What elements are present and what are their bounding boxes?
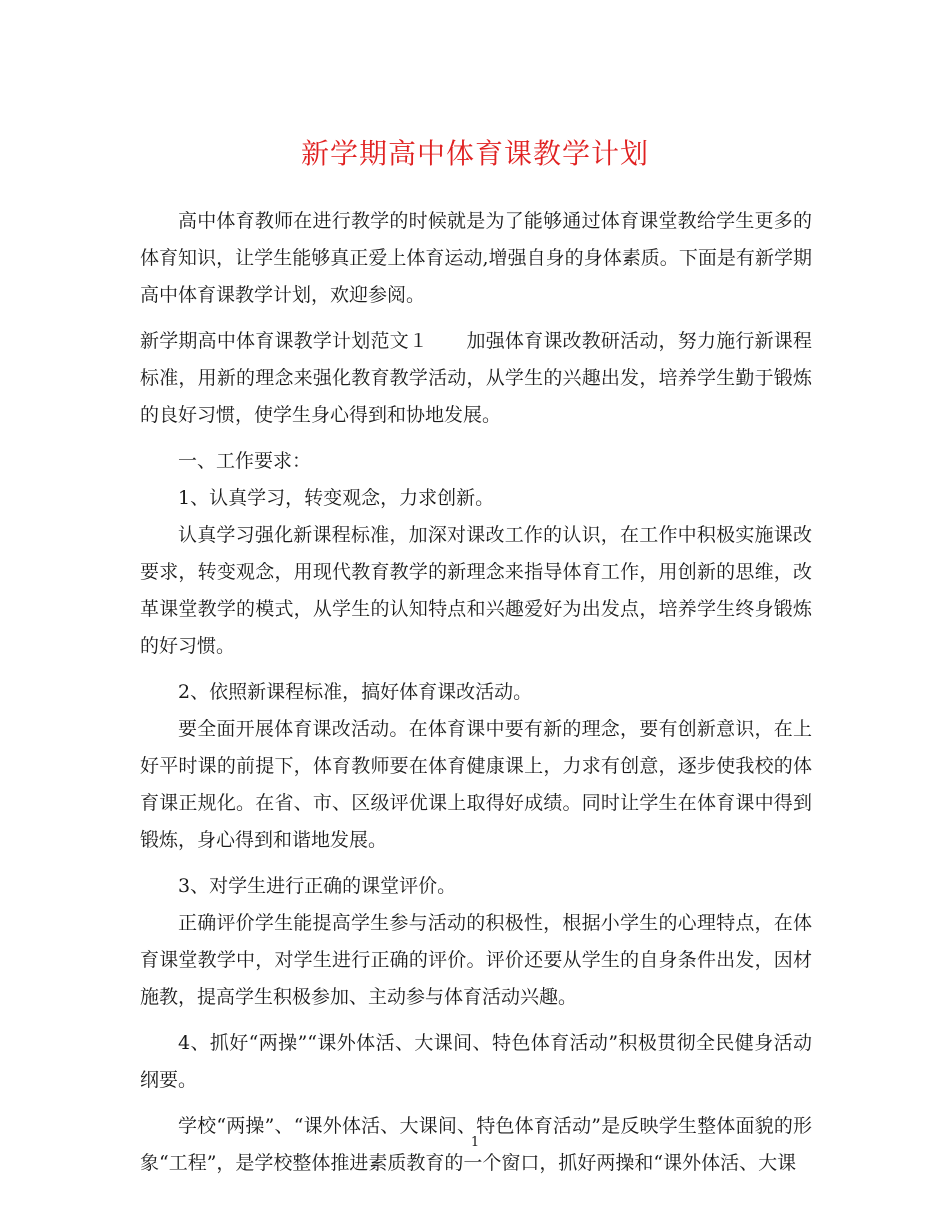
- paragraph-sample-heading: 新学期高中体育课教学计划范文１ 加强体育课改教研活动，努力施行新课程标准，用新的理念来强化教育教学活动，从学生的兴趣出发，培养学生勤于锻炼的良好习惯，使学生身心得到和协地发展。: [140, 330, 812, 426]
- paragraph-item-4: 学校“两操”、“课外体活、大课间、特色体育活动”是反映学生整体面貌的形象“工程”，是学校整体推进素质教育的一个窗口，抓好两操和“课外体活、大课: [140, 1115, 812, 1174]
- section-heading-work-requirements: 一、工作要求：: [178, 450, 312, 472]
- document-title: 新学期高中体育课教学计划: [300, 137, 649, 170]
- item-heading-2: 2、依照新课程标准，搞好体育课改活动。: [178, 681, 533, 703]
- paragraph-intro: 高中体育教师在进行教学的时候就是为了能够通过体育课堂教给学生更多的体育知识，让学生能够真正爱上体育运动,增强自身的身体素质。下面是有新学期高中体育课教学计划，欢迎参阅。: [140, 210, 812, 306]
- page-number: 1: [470, 1135, 480, 1150]
- item-heading-3: 3、对学生进行正确的课堂评价。: [178, 875, 457, 897]
- paragraph-item-2: 要全面开展体育课改活动。在体育课中要有新的理念，要有创新意识，在上好平时课的前提下，体育教师要在体育健康课上，力求有创意，逐步使我校的体育课正规化。在省、市、区级评优课上取得好成绩。同时让学生在体育课中得到锻炼，身心得到和谐地发展。: [140, 718, 812, 851]
- paragraph-item-3: 正确评价学生能提高学生参与活动的积极性，根据小学生的心理特点，在体育课堂教学中，对学生进行正确的评价。评价还要从学生的自身条件出发，因材施教，提高学生积极参加、主动参与体育活动兴趣。: [140, 912, 812, 1008]
- paragraph-item-1: 认真学习强化新课程标准，加深对课改工作的认识，在工作中积极实施课改要求，转变观念，用现代教育教学的新理念来指导体育工作，用创新的思维，改革课堂教学的模式，从学生的认知特点和兴趣爱好为出发点，培养学生终身锻炼的好习惯。: [140, 524, 812, 657]
- item-heading-4: 4、抓好“两操”“课外体活、大课间、特色体育活动”积极贯彻全民健身活动纲要。: [140, 1032, 812, 1091]
- document-body: [140, 203, 812, 1191]
- item-heading-1: 1、认真学习，转变观念，力求创新。: [178, 487, 495, 509]
